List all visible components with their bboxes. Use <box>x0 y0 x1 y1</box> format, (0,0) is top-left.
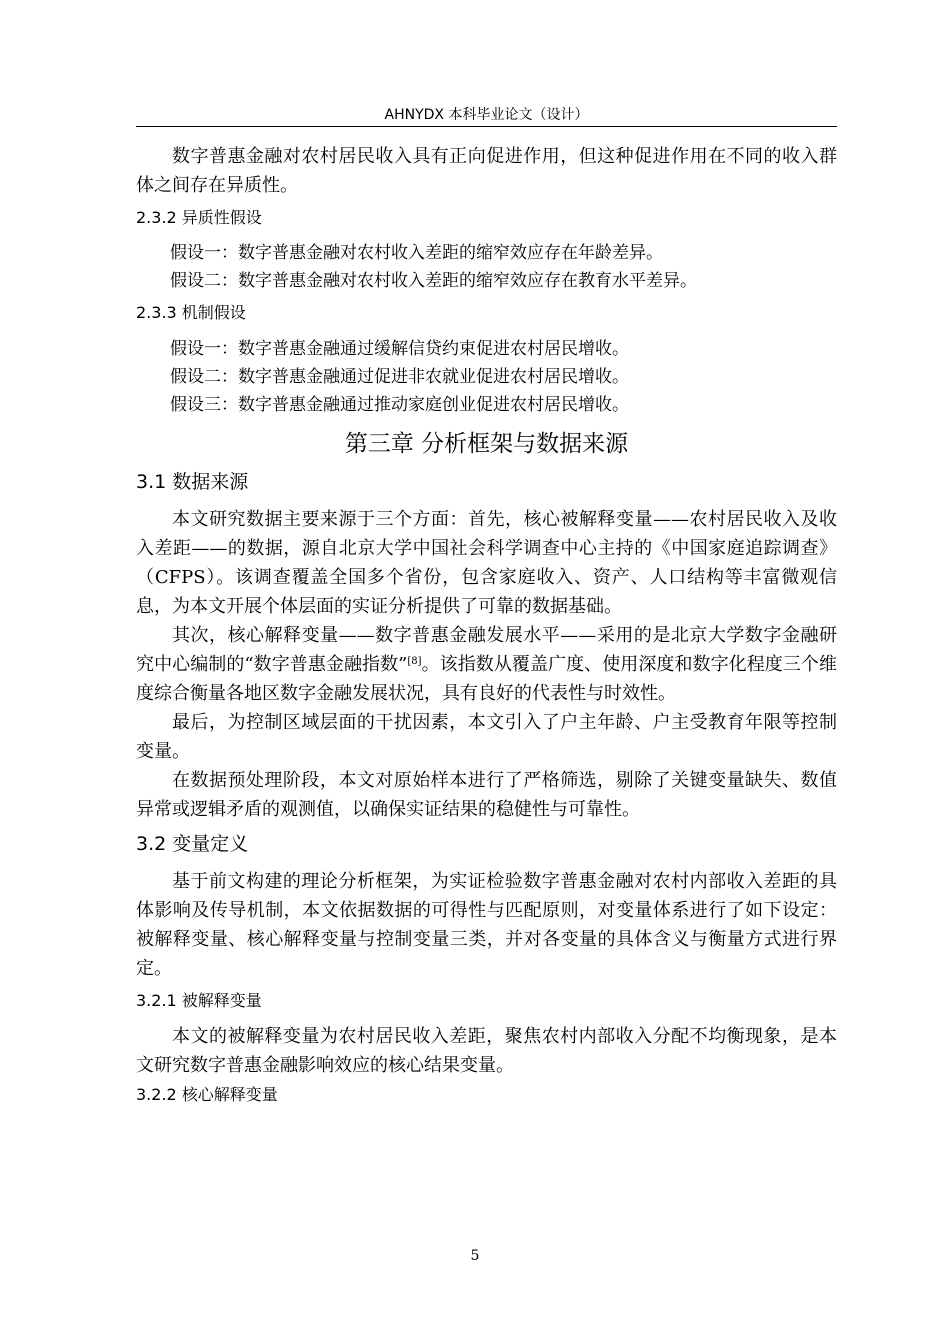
paragraph-data-source-1: 本文研究数据主要来源于三个方面：首先，核心被解释变量——农村居民收入及收入差距——的数据，源自北京大学中国社会科学调查中心主持的《中国家庭追踪调查》（CFPS）。该调查覆盖全国多个省份，包含家庭收入、资产、人口结构等丰富微观信息，为本文开展个体层面的实证分析提供了可靠的数据基础。 <box>136 509 837 617</box>
heading-3-2-2: 3.2.2 核心解释变量 <box>136 1085 278 1104</box>
paragraph-data-source-2 <box>136 621 837 708</box>
paragraph-text: 其次，核心解释变量——数字普惠金融发展水平——采用的是北京大学数字金融研究中心编制的“数字普惠金融指数” <box>136 625 837 675</box>
hypothesis-credit: 假设一：数字普惠金融通过缓解信贷约束促进农村居民增收。 <box>170 339 629 359</box>
hypothesis-entrepreneurship: 假设三：数字普惠金融通过推动家庭创业促进农村居民增收。 <box>170 395 629 415</box>
header-rule <box>136 126 837 127</box>
paragraph-text: 。该指数从覆盖广度、使用深度和数字化程度三个维度综合衡量各地区数字金融发展状况，具有良好的代表性与时效性。 <box>136 654 837 704</box>
heading-2-3-3: 2.3.3 机制假设 <box>136 303 246 322</box>
page-body <box>136 142 837 1106</box>
hypothesis-education: 假设二：数字普惠金融对农村收入差距的缩窄效应存在教育水平差异。 <box>170 271 697 291</box>
heading-3-1: 3.1 数据来源 <box>136 471 249 493</box>
paragraph-hetero-intro: 数字普惠金融对农村居民收入具有正向促进作用，但这种促进作用在不同的收入群体之间存在异质性。 <box>136 146 837 196</box>
paragraph-preprocessing: 在数据预处理阶段，本文对原始样本进行了严格筛选，剔除了关键变量缺失、数值异常或逻辑矛盾的观测值，以确保实证结果的稳健性与可靠性。 <box>136 770 837 820</box>
heading-3-2: 3.2 变量定义 <box>136 833 249 855</box>
hypothesis-age: 假设一：数字普惠金融对农村收入差距的缩窄效应存在年龄差异。 <box>170 243 663 263</box>
heading-3-2-1: 3.2.1 被解释变量 <box>136 991 262 1010</box>
heading-2-3-2: 2.3.2 异质性假设 <box>136 208 262 227</box>
paragraph-data-source-3: 最后，为控制区域层面的干扰因素，本文引入了户主年龄、户主受教育年限等控制变量。 <box>136 712 837 762</box>
page-header: AHNYDX 本科毕业论文（设计） <box>384 107 589 123</box>
paragraph-variable-definition: 基于前文构建的理论分析框架，为实证检验数字普惠金融对农村内部收入差距的具体影响及传导机制，本文依据数据的可得性与匹配原则，对变量体系进行了如下设定：被解释变量、核心解释变量与控制变量三类，并对各变量的具体含义与衡量方式进行界定。 <box>136 871 837 979</box>
hypothesis-employment: 假设二：数字普惠金融通过促进非农就业促进农村居民增收。 <box>170 367 629 387</box>
page-number: 5 <box>470 1248 480 1264</box>
paragraph-dependent-variable: 本文的被解释变量为农村居民收入差距，聚焦农村内部收入分配不均衡现象，是本文研究数字普惠金融影响效应的核心结果变量。 <box>136 1026 837 1076</box>
chapter-3-title: 第三章 分析框架与数据来源 <box>344 431 629 457</box>
citation: [8] <box>407 656 422 667</box>
